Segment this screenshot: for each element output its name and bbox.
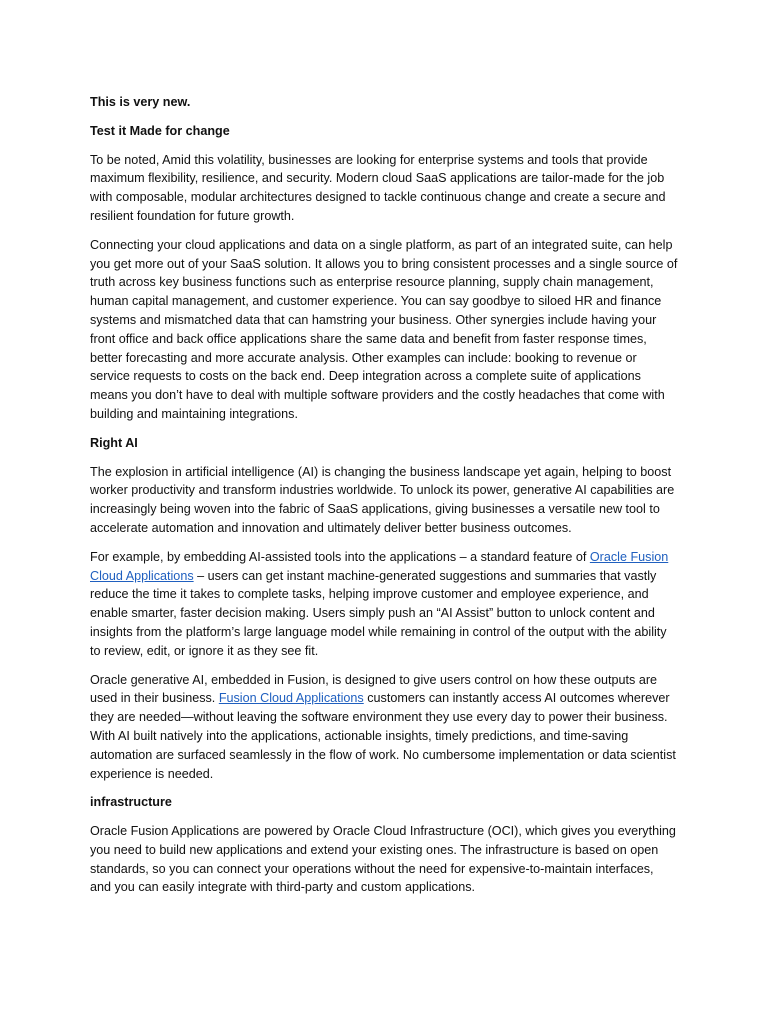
paragraph-volatility: To be noted, Amid this volatility, businesses are looking for enterprise systems and tools that provide maximum flexibility, resilience, and security. Modern cloud SaaS applications are tailor-made for the job with composable, modular architectures designed to tackle continuous change and create a secure and resilient foundation for future growth. xyxy=(90,152,666,223)
paragraph-generative-ai-text-end: customers can instantly access AI outcomes wherever they are needed—without leaving the software environment they use every day to power their business. With AI built natively into the applications, actionable insights, timely predictions, and time-saving automation are surfaced seamlessly in the flow of work. No cumbersome implementation or data scientist experience is needed. xyxy=(90,691,676,781)
paragraph-oci: Oracle Fusion Applications are powered by Oracle Cloud Infrastructure (OCI), which gives you everything you need to build new applications and extend your existing ones. The infrastructure is based on open standards, so you can connect your operations without the need for expensive-to-maintain interfaces, and you can easily integrate with third-party and custom applications. xyxy=(90,824,676,895)
paragraph-ai-explosion: The explosion in artificial intelligence (AI) is changing the business landscape yet again, helping to boost worker productivity and transform industries worldwide. To unlock its power, generative AI capabilities are increasingly being woven into the fabric of SaaS applications, giving businesses a versatile new tool to accelerate automation and innovation and ultimately deliver better business outcomes. xyxy=(90,464,675,535)
paragraph-ai-assist xyxy=(90,548,678,661)
paragraph-generative-ai xyxy=(90,671,678,784)
heading-made-for-change: Test it Made for change xyxy=(90,123,230,138)
fusion-cloud-applications-link[interactable]: Fusion Cloud Applications xyxy=(218,691,364,706)
heading-right-ai: Right AI xyxy=(90,435,138,450)
oracle-fusion-cloud-applications-link[interactable]: Oracle Fusion Cloud Applications xyxy=(90,549,669,583)
heading-this-is-very-new: This is very new. xyxy=(90,95,191,109)
paragraph-ai-assist-text-end: – users can get instant machine-generated suggestions and summaries that vastly reduce the time it takes to complete tasks, helping improve customer and employee experience, and enable smarter, faster decision making. Users simply push an “AI Assist” button to unlock content and insights from the platform’s large language model while remaining in control of the output with the ability to review, edit, or ignore it as they see fit. xyxy=(90,568,667,658)
paragraph-generative-ai-text-start: Oracle generative AI, embedded in Fusion, is designed to give users control on how these outputs are used in their business. xyxy=(90,672,658,706)
heading-infrastructure: infrastructure xyxy=(90,795,172,810)
paragraph-ai-assist-text-start: For example, by embedding AI-assisted tools into the applications – a standard feature of xyxy=(90,549,590,564)
document-page xyxy=(90,93,678,907)
paragraph-integrated-suite: Connecting your cloud applications and data on a single platform, as part of an integrated suite, can help you get more out of your SaaS solution. It allows you to bring consistent processes and a single source of truth across key business functions such as enterprise resource planning, supply chain management, human capital management, and customer experience. You can say goodbye to siloed HR and finance systems and mismatched data that can hamstring your business. Other synergies include having your front office and back office applications share the same data and benefit from faster response times, better forecasting and more accurate analysis. Other examples can include: booking to revenue or service requests to costs on the back end. Deep integration across a complete suite of applications means you don’t have to deal with multiple software providers and the costly headaches that come with building and maintaining integrations. xyxy=(90,237,678,421)
